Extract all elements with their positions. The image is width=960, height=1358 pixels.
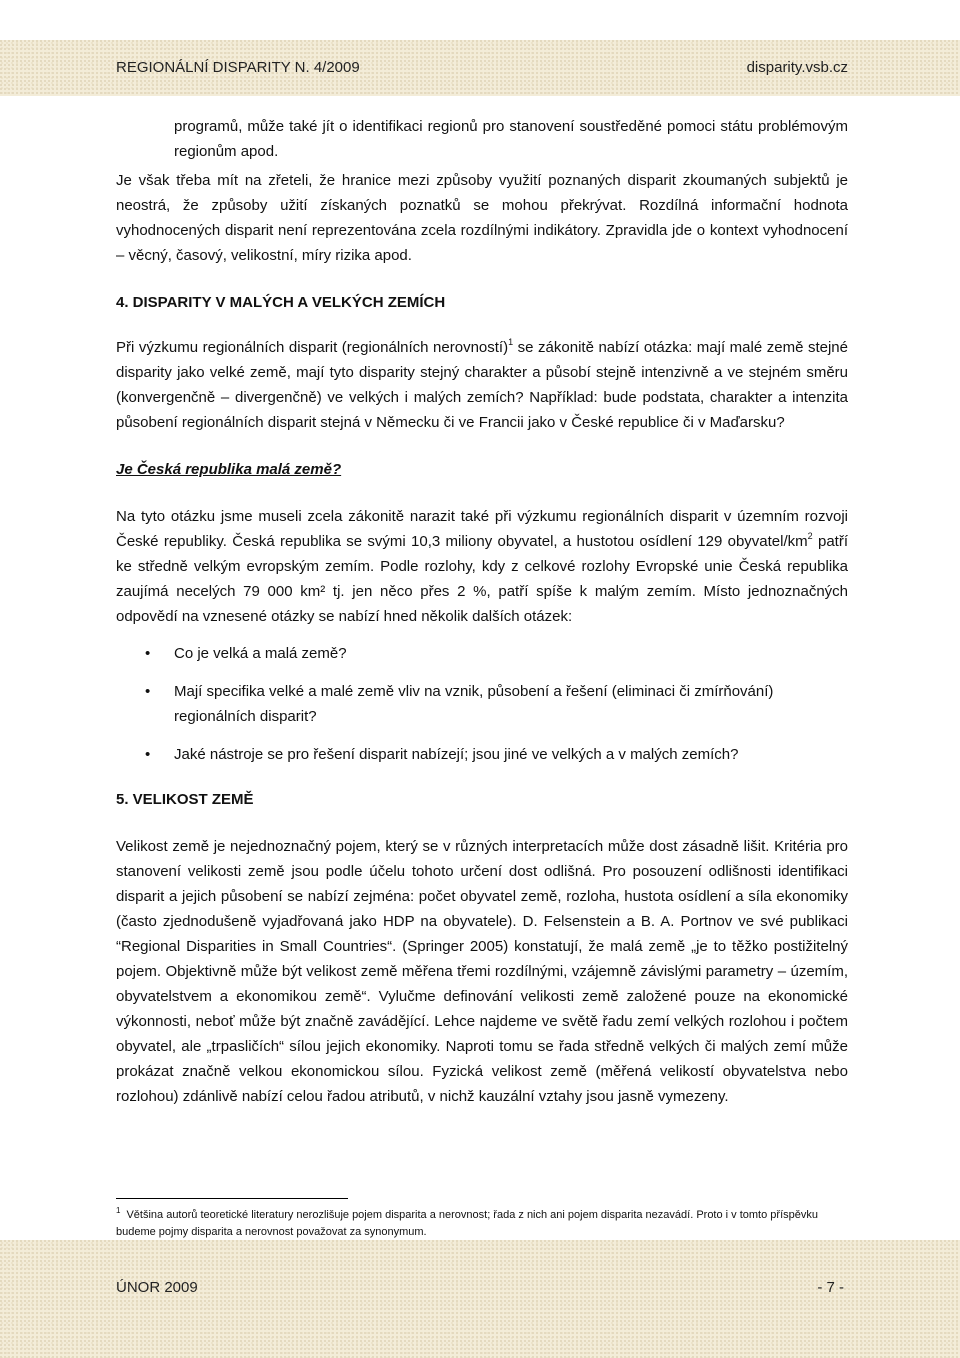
footnote-text: Většina autorů teoretické literatury nerozlišuje pojem disparita a nerovnost; řada z nich ani pojem disparita nezavádí. Proto i v tomto příspěvku budeme pojmy disparita a nerovnost považovat za synonymum. [116, 1209, 818, 1238]
bullet-icon: • [145, 645, 151, 662]
paragraph-usage-boundary: Je však třeba mít na zřeteli, že hranice mezi způsoby využití poznaných disparit zkoumaných subjektů je neostrá, že způsoby užití získaných poznatků se mohou překrývat. Rozdílná informační hodnota vyhodnocených disparit není reprezentována zcela rozdílnými indikátory. Zpravidla jde o kontext vyhodnocení – věcný, časový, velikostní, míry rizika apod. [116, 172, 848, 264]
paragraph-text: Při výzkumu regionálních disparit (regionálních nerovností) [116, 339, 509, 356]
page-body [116, 114, 848, 1109]
list-item [116, 742, 848, 767]
list-item-text: Co je velká a malá země? [174, 645, 347, 662]
page-number: - 7 - [817, 1279, 844, 1296]
issue-date: ÚNOR 2009 [116, 1279, 198, 1296]
paragraph-text: se zákonitě nabízí otázka: mají malé země stejné disparity jako velké země, mají tyto disparity stejný charakter a působí stejně intenzivně a ve stejném směru (konvergenčně – divergenčně) ve velkých i malých zemích? Například: bude podstata, charakter a intenzita působení regionálních disparit stejná v Německu či ve Francii jako v České republice či v Maďarsku? [116, 339, 848, 431]
question-heading: Je Česká republika malá země? [116, 461, 342, 478]
paragraph-country-size: Velikost země je nejednoznačný pojem, který se v různých interpretacích může dost zásadně lišit. Kritéria pro stanovení velikosti země jsou podle účelu tohoto určení dost odlišná. Pro posouzení odlišnosti identifikaci disparit a jejich působení se nabízí zejména: počet obyvatel země, rozloha, hustota osídlení a síla ekonomiky (často zjednodušeně vyjadřovaná jako HDP na obyvatele). D. Felsenstein a B. A. Portnov ve své publikaci “Regional Disparities in Small Countries“. (Springer 2005) konstatují, že malá země „je to těžko postižitelný pojem. Objektivně může být velikost země měřena třemi rozdílnými, vzájemně závislými parametry – územím, obyvatelstvem a ekonomikou země“. Vylučme definování velikosti země založené pouze na ekonomické výkonnosti, neboť může být značně zavádějící. Lehce najdeme ve světě řadu zemí velkých rozlohou i počtem obyvatel, ale „trpasličích“ sílou jejich ekonomiky. Naproti tomu se řada středně velkých či malých zemí může prokázat značně velkou ekonomickou sílou. Fyzická velikost země (měřená velikostí obyvatelstva nebo rozlohou) zdánlivě nabízí celou řadou atributů, v nichž kauzální vztahy jsou jasně vymezeny. [116, 838, 848, 1105]
bullet-icon: • [145, 683, 151, 700]
journal-title: REGIONÁLNÍ DISPARITY N. 4/2009 [116, 59, 360, 76]
list-item-text: Mají specifika velké a malé země vliv na vznik, působení a řešení (eliminaci či zmírňování) regionálních disparit? [174, 683, 774, 725]
superscript-2: 2 [807, 531, 813, 541]
paragraph-continuation: programů, může také jít o identifikaci regionů pro stanovení soustředěné pomoci státu problémovým regionům apod. [174, 118, 848, 160]
footnote-reference[interactable]: 1 [508, 337, 514, 347]
question-list [116, 641, 848, 767]
list-item [116, 679, 848, 729]
footnote-divider [116, 1198, 348, 1199]
section-heading-4: 4. DISPARITY V MALÝCH A VELKÝCH ZEMÍCH [116, 294, 446, 311]
footnote-number: 1 [116, 1206, 121, 1215]
footnote [116, 1207, 850, 1241]
paragraph-text: patří ke středně velkým evropským zemím. Podle rozlohy, kdy z celkové rozlohy Evropské unie Česká republika zaujímá necelých 79 000 km² tj. jen něco přes 2 %, patří spíše k malým zemím. Místo jednoznačných odpovědí na vznesené otázky se nabízí hned několik dalších otázek: [116, 533, 849, 625]
section-heading-5: 5. VELIKOST ZEMĚ [116, 791, 254, 808]
paragraph-text: Na tyto otázku jsme museli zcela zákonitě narazit také při výzkumu regionálních disparit v územním rozvoji České republiky. Česká republika se svými 10,3 miliony obyvatel, a hustotou osídlení 129 obyvatel/km [116, 508, 848, 550]
bullet-icon: • [145, 746, 151, 763]
footer-band [0, 1240, 960, 1358]
paragraph-czech-republic [116, 504, 848, 629]
list-item-text: Jaké nástroje se pro řešení disparit nabízejí; jsou jiné ve velkých a v malých zemích? [174, 746, 739, 763]
journal-website: disparity.vsb.cz [746, 59, 848, 76]
list-item [116, 641, 848, 666]
paragraph-small-large-countries [116, 335, 848, 435]
